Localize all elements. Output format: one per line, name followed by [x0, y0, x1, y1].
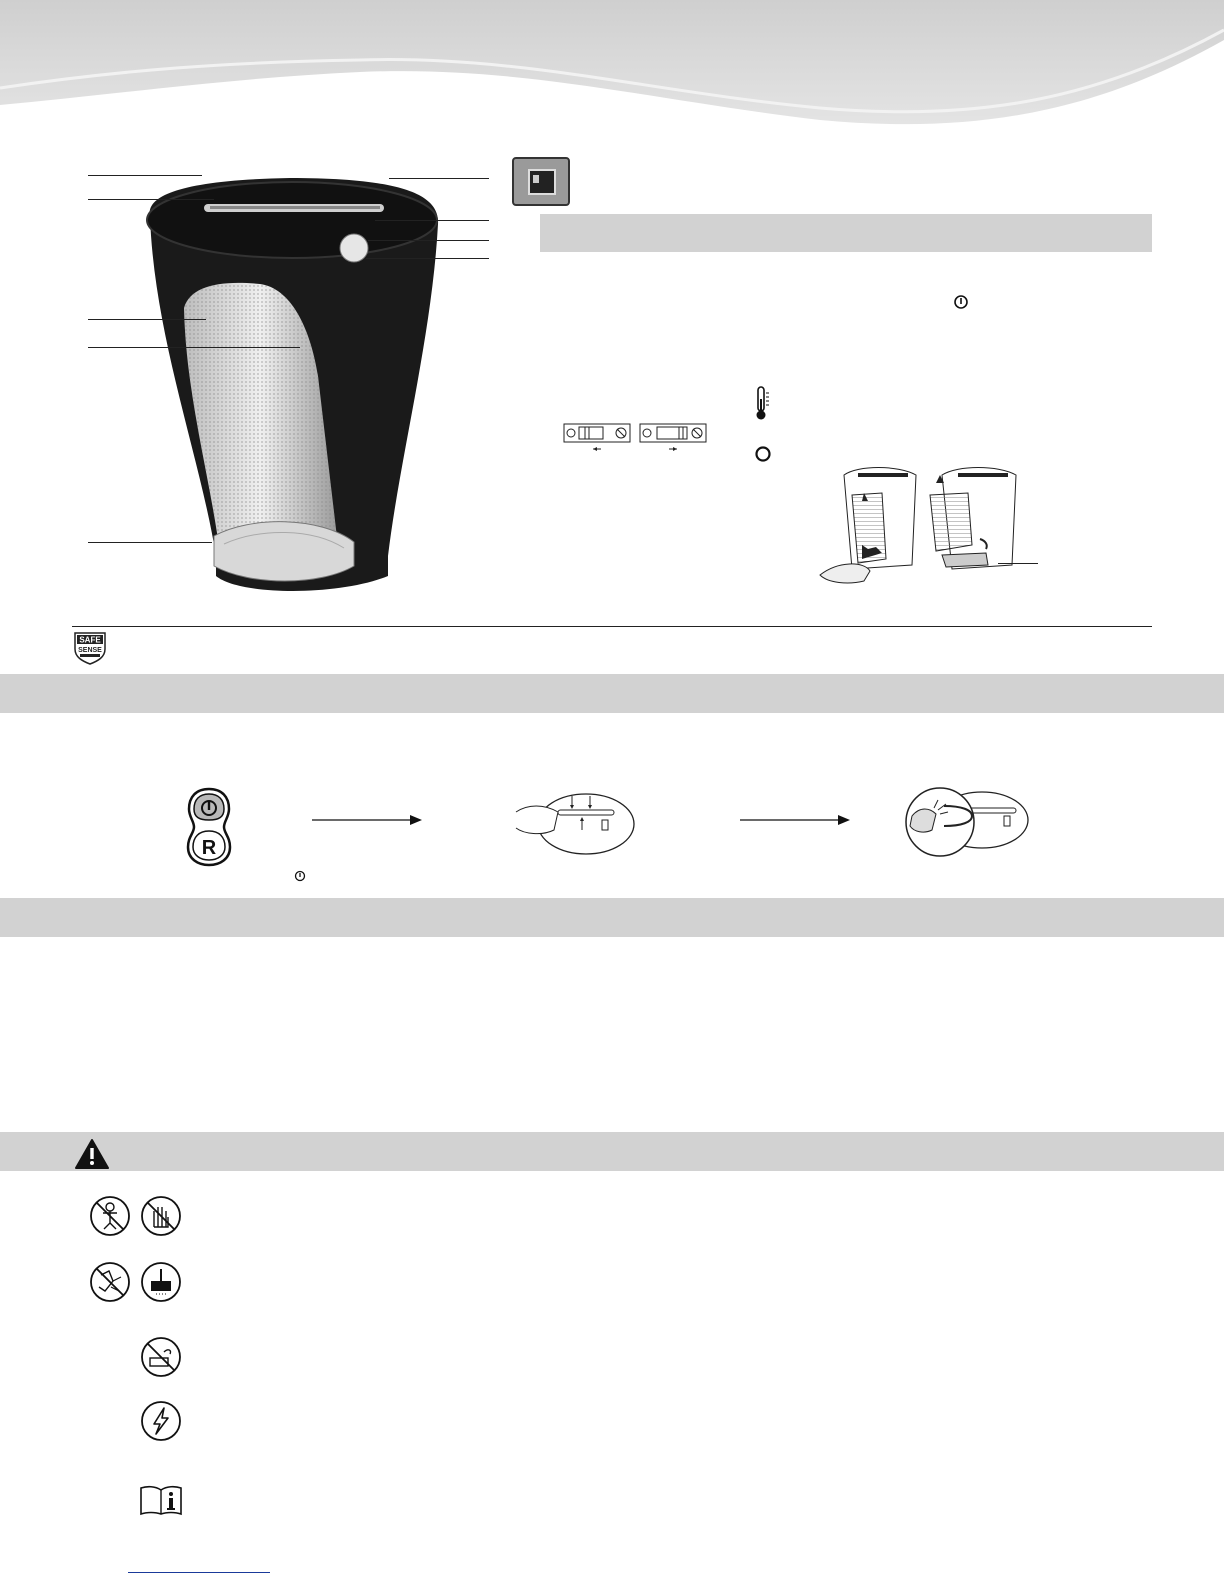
- no-children-icon: [89, 1195, 131, 1237]
- section-band-1: [0, 674, 1224, 713]
- no-spray-icon: [140, 1261, 182, 1303]
- safe-sense-line2: SENSE: [78, 647, 102, 654]
- thermometer-icon: [753, 385, 773, 421]
- power-symbol-icon: [953, 294, 969, 310]
- callout-line: [366, 258, 489, 259]
- safe-sense-line1: SAFE: [79, 635, 101, 645]
- power-switch-icon: [512, 157, 570, 206]
- callout-line: [88, 319, 206, 320]
- callout-line: [998, 563, 1038, 564]
- switch-forward-diagram: [639, 423, 707, 453]
- no-aerosol-icon: [140, 1336, 182, 1378]
- electric-shock-icon: [140, 1400, 182, 1442]
- bin-emptying-illustration: [818, 465, 1038, 587]
- callout-line: [88, 542, 212, 543]
- callout-bar: [540, 214, 1152, 252]
- section-divider: [72, 626, 1152, 627]
- no-loose-clothing-icon: [89, 1261, 131, 1303]
- callout-line: [88, 347, 300, 348]
- callout-line: [375, 220, 489, 221]
- no-hands-icon: [140, 1195, 182, 1237]
- safe-sense-badge-icon: [72, 631, 108, 665]
- step-arrow-1: [312, 814, 422, 826]
- circle-indicator-icon: [754, 445, 772, 463]
- section-band-3: [0, 1132, 1224, 1171]
- power-symbol-icon: [294, 870, 306, 882]
- callout-line: [368, 240, 489, 241]
- callout-line: [88, 175, 202, 176]
- paper-feed-diagram: [514, 790, 636, 858]
- wavy-header-graphic: [0, 0, 1224, 135]
- section-band-2: [0, 898, 1224, 937]
- step-arrow-2: [740, 814, 850, 826]
- switch-reverse-diagram: [563, 423, 631, 453]
- warning-icon: [74, 1138, 110, 1170]
- reset-button-letter: R: [201, 837, 217, 859]
- callout-line: [389, 178, 489, 179]
- footnote-rule: [128, 1572, 270, 1573]
- read-manual-icon: [139, 1484, 183, 1516]
- reset-button-illustration: [186, 787, 232, 867]
- callout-line: [88, 199, 214, 200]
- magnified-hand-diagram: [904, 786, 1030, 860]
